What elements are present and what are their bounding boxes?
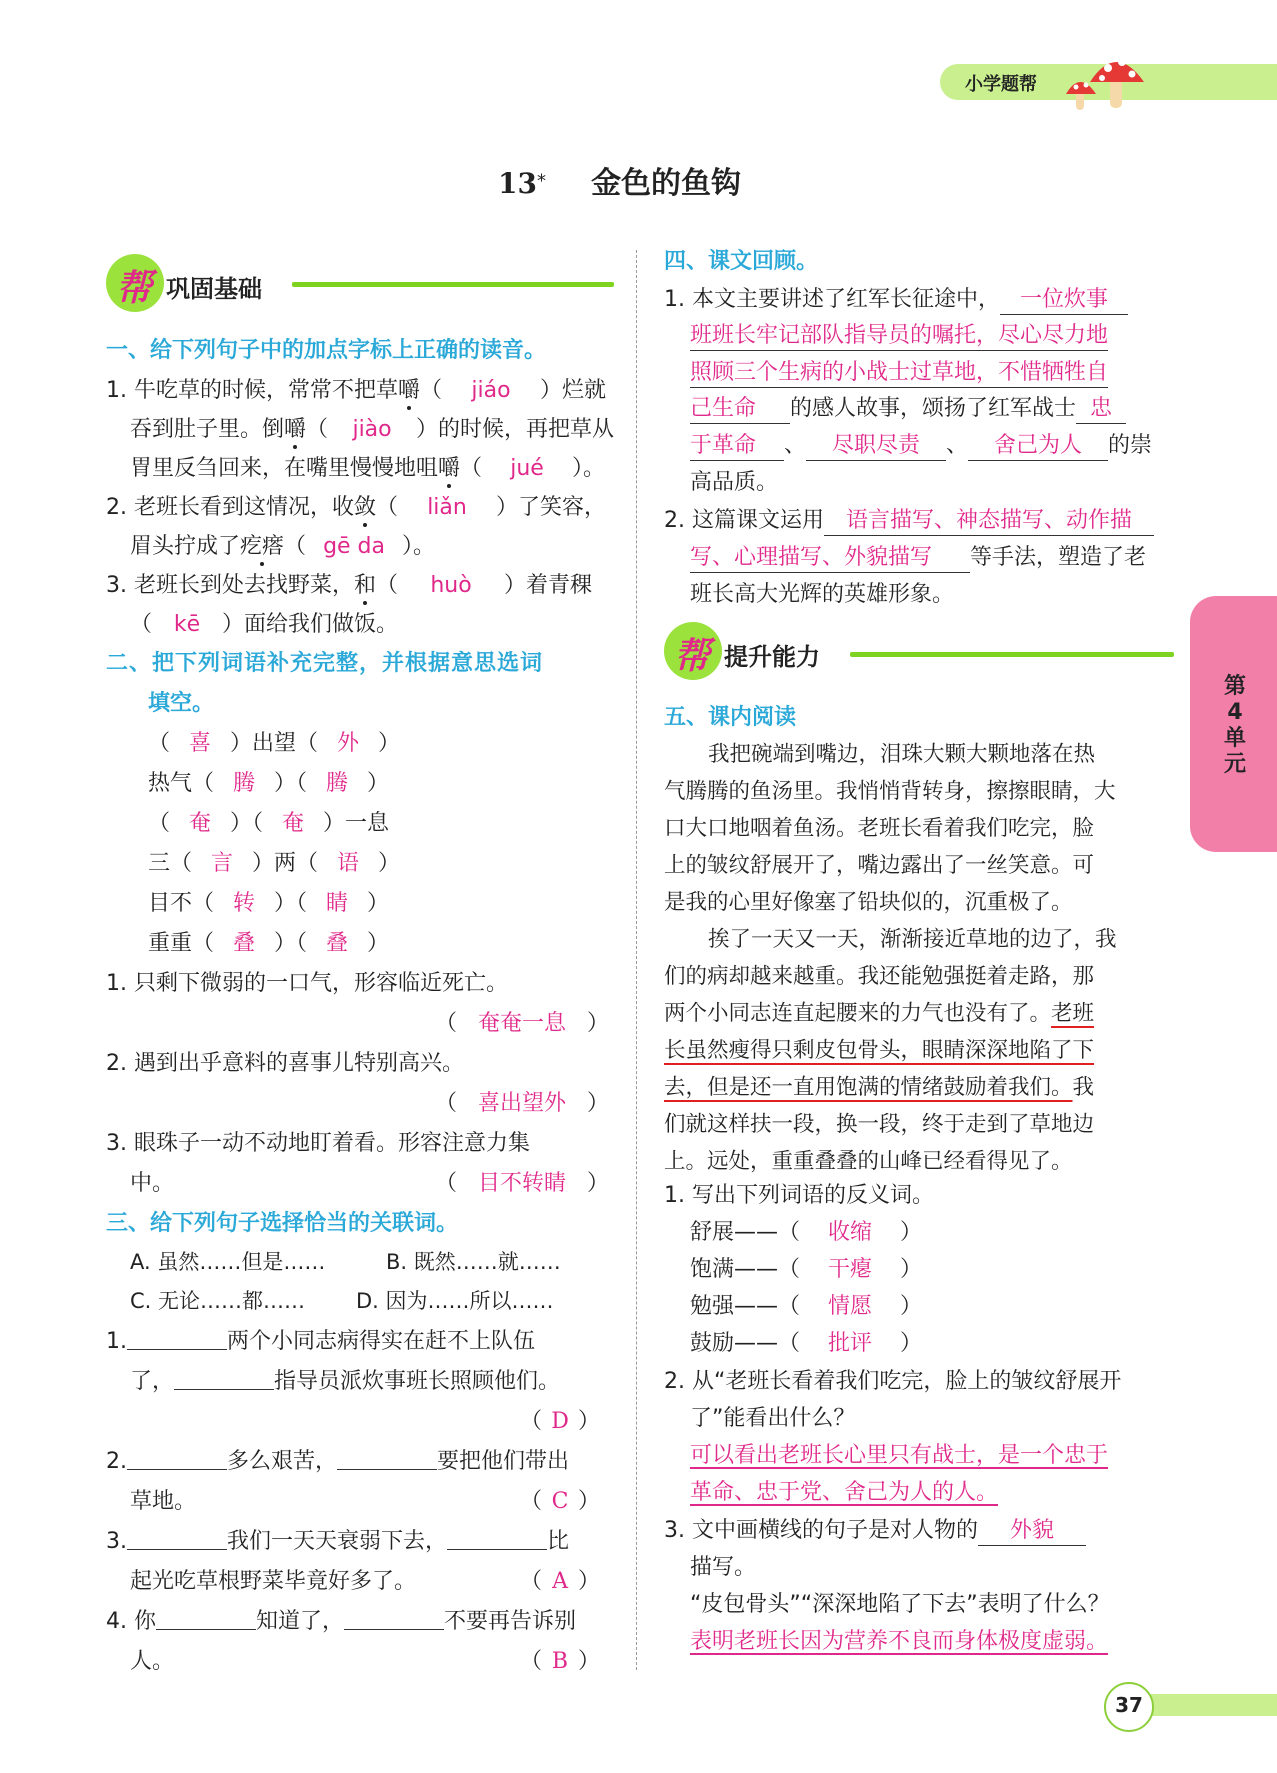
- q2-heading: 二、把下列词语补充完整，并根据意思选词: [106, 651, 544, 676]
- q1-line2: 吞到肚子里。倒嚼（ jiào ）的时候，再把草从: [130, 417, 615, 442]
- q2-word-row: （ 奄 ）（ 奄 ）一息: [148, 811, 390, 836]
- q4-p2-line2: 写、心理描写、外貌描写 等手法，塑造了老: [690, 540, 1146, 575]
- q5-q2-answer-cont: 革命、忠于党、舍己为人的人。: [690, 1480, 999, 1505]
- brand-label: 小学题帮: [965, 74, 1037, 95]
- section-label: 提升能力: [724, 643, 820, 671]
- mushroom-icon: [1062, 48, 1147, 117]
- section-badge-char: 帮: [674, 636, 711, 677]
- q1-line3: 胃里反刍回来，在嘴里慢慢地咀嚼（ jué ）。: [130, 456, 606, 481]
- q5-q3-sub: “皮包骨头”“深深地陷了下去”表明了什么？: [690, 1592, 1110, 1617]
- antonym-row: 勉强——（ 情愿 ）: [690, 1294, 923, 1319]
- section-basic-header: [106, 254, 614, 312]
- q3-item-2-cont: 草地。: [130, 1489, 197, 1514]
- q3-item-4: 4. 你 知道了， 不要再告诉别: [106, 1604, 576, 1639]
- q2-word-row: 目不（ 转 ）（ 睛 ）: [148, 891, 390, 916]
- q5-q1: 1. 写出下列词语的反义词。: [664, 1183, 934, 1208]
- antonym-row: 鼓励——（ 批评 ）: [690, 1331, 923, 1356]
- antonym-row: 饱满——（ 干瘪 ）: [690, 1257, 923, 1282]
- q3-item-3-cont: 起光吃草根野菜毕竟好多了。: [130, 1569, 417, 1594]
- reading-passage: 我把碗端到嘴边，泪珠大颗大颗地落在热 气腾腾的鱼汤里。我悄悄背转身，擦擦眼睛，大 口大口地咽着鱼汤。老班长看着我们吃完，脸 上的皱纹舒展开了，嘴边露出了一丝笑意。可 是我的心里好像塞了铅块似的，沉重极了。 挨了一天又一天，渐渐接近草地的边了，我 们的病却越来越重。我还能勉强挺着走路，那 两个小同志连直起腰来的力气也没有了。老班 长虽然瘦得只剩皮包骨头，眼睛深深地陷了下 去，但是还一直用饱满的情绪鼓励着我们。我 们就这样扶一段，换一段，终于走到了草地边 上。远处，重重叠叠的山峰已经看得见了。: [664, 742, 1117, 1174]
- q2-word-row: 三（ 言 ）两（ 语 ）: [148, 851, 401, 876]
- q4-p2-line3: 班长高大光辉的英雄形象。: [690, 582, 955, 607]
- q2-word-row: 重重（ 叠 ）（ 叠 ）: [148, 931, 390, 956]
- q5-q3-answer: 表明老班长因为营养不良而身体极度虚弱。: [690, 1629, 1109, 1654]
- column-divider: [636, 250, 637, 1670]
- section-line: [850, 652, 1174, 657]
- q5-heading: 五、课内阅读: [664, 705, 797, 730]
- q3-item-4-cont: 人。: [130, 1649, 175, 1674]
- q1-line5: 眉头拧成了疙瘩（ gē da ）。: [130, 534, 436, 559]
- antonym-row: 舒展——（ 收缩 ）: [690, 1220, 923, 1245]
- q4-p1-line5: 于革命 、 尽职尽责 、 舍己为人 的崇: [690, 428, 1152, 463]
- section-improve-header: [664, 622, 1174, 680]
- q1-line1: 1. 牛吃草的时候，常常不把草嚼（ jiáo ）烂就: [106, 378, 607, 403]
- q2-sentence-2: 2. 遇到出乎意料的喜事儿特别高兴。: [106, 1051, 464, 1076]
- q2-sentence-1: 1. 只剩下微弱的一口气，形容临近死亡。: [106, 971, 508, 996]
- q5-q3: 3. 文中画横线的句子是对人物的 外貌: [664, 1513, 1086, 1548]
- q4-p1-answer-line3: 照顾三个生病的小战士过草地，不惜牺牲自: [690, 355, 1108, 390]
- q4-p2-line1: 2. 这篇课文运用 语言描写、神态描写、动作描: [664, 503, 1154, 538]
- q5-q2: 2. 从“老班长看着我们吃完，脸上的皱纹舒展开: [664, 1369, 1122, 1394]
- q5-q3-cont: 描写。: [690, 1555, 757, 1580]
- page-title: 13* 金色的鱼钩: [498, 166, 742, 201]
- q2-sentence-3: 3. 眼珠子一动不动地盯着看。形容注意力集: [106, 1131, 530, 1156]
- q3-item-3: 3. 我们一天天衰弱下去， 比: [106, 1524, 569, 1559]
- q4-p1-line1: 1. 本文主要讲述了红军长征途中， 一位炊事: [664, 282, 1128, 317]
- q2-answer-2: （ 喜出望外 ）: [435, 1091, 610, 1116]
- q4-heading: 四、课文回顾。: [664, 249, 819, 274]
- section-line: [292, 282, 614, 287]
- unit-tab: [1190, 596, 1277, 852]
- q3-options-row2: C. 无论……都…… D. 因为……所以……: [130, 1289, 554, 1313]
- q3-answer-2: （ C ）: [520, 1489, 601, 1514]
- page-number: 37: [1115, 1693, 1143, 1717]
- q1-line7: （ kē ）面给我们做饭。: [130, 612, 399, 637]
- q2-word-row: 热气（ 腾 ）（ 腾 ）: [148, 771, 390, 796]
- q2-sentence-3-cont: 中。: [130, 1171, 175, 1196]
- q5-q2-answer: 可以看出老班长心里只有战士，是一个忠于: [690, 1443, 1109, 1468]
- q1-line6: 3. 老班长到处去找野菜，和（ huò ）着青稞: [106, 573, 593, 598]
- q3-heading: 三、给下列句子选择恰当的关联词。: [106, 1211, 459, 1236]
- q2-heading-cont: 填空。: [148, 691, 215, 716]
- q2-answer-3: （ 目不转睛 ）: [435, 1171, 610, 1196]
- unit-tab-char: 4: [1227, 700, 1243, 725]
- section-label: 巩固基础: [166, 275, 262, 303]
- q3-item-1-cont: 了， 指导员派炊事班长照顾他们。: [130, 1364, 560, 1399]
- q3-answer-1: （ D ）: [520, 1409, 601, 1434]
- q2-answer-1: （ 奄奄一息 ）: [435, 1011, 610, 1036]
- q4-p1-line4: 己生命 的感人故事，颂扬了红军战士 忠: [690, 391, 1126, 426]
- unit-tab-char: 第: [1223, 674, 1246, 699]
- q4-p1-line6: 高品质。: [690, 470, 779, 495]
- q1-line4: 2. 老班长看到这情况，收敛（ liǎn ）了笑容，: [106, 495, 607, 520]
- q3-item-1: 1. 两个小同志病得实在赶不上队伍: [106, 1324, 535, 1359]
- unit-tab-char: 元: [1223, 752, 1246, 777]
- q5-q2-cont: 了”能看出什么？: [690, 1406, 856, 1431]
- q1-heading: 一、给下列句子中的加点字标上正确的读音。: [106, 338, 547, 363]
- q3-answer-4: （ B ）: [520, 1649, 601, 1674]
- q4-p1-answer-line2: 班班长牢记部队指导员的嘱托，尽心尽力地: [690, 318, 1108, 353]
- q2-word-row: （ 喜 ）出望（ 外 ）: [148, 731, 401, 756]
- section-badge-char: 帮: [116, 268, 153, 309]
- q3-answer-3: （ A ）: [520, 1569, 601, 1594]
- unit-tab-char: 单: [1223, 726, 1246, 751]
- q3-options-row1: A. 虽然……但是…… B. 既然……就……: [130, 1250, 561, 1274]
- q3-item-2: 2. 多么艰苦， 要把他们带出: [106, 1444, 569, 1479]
